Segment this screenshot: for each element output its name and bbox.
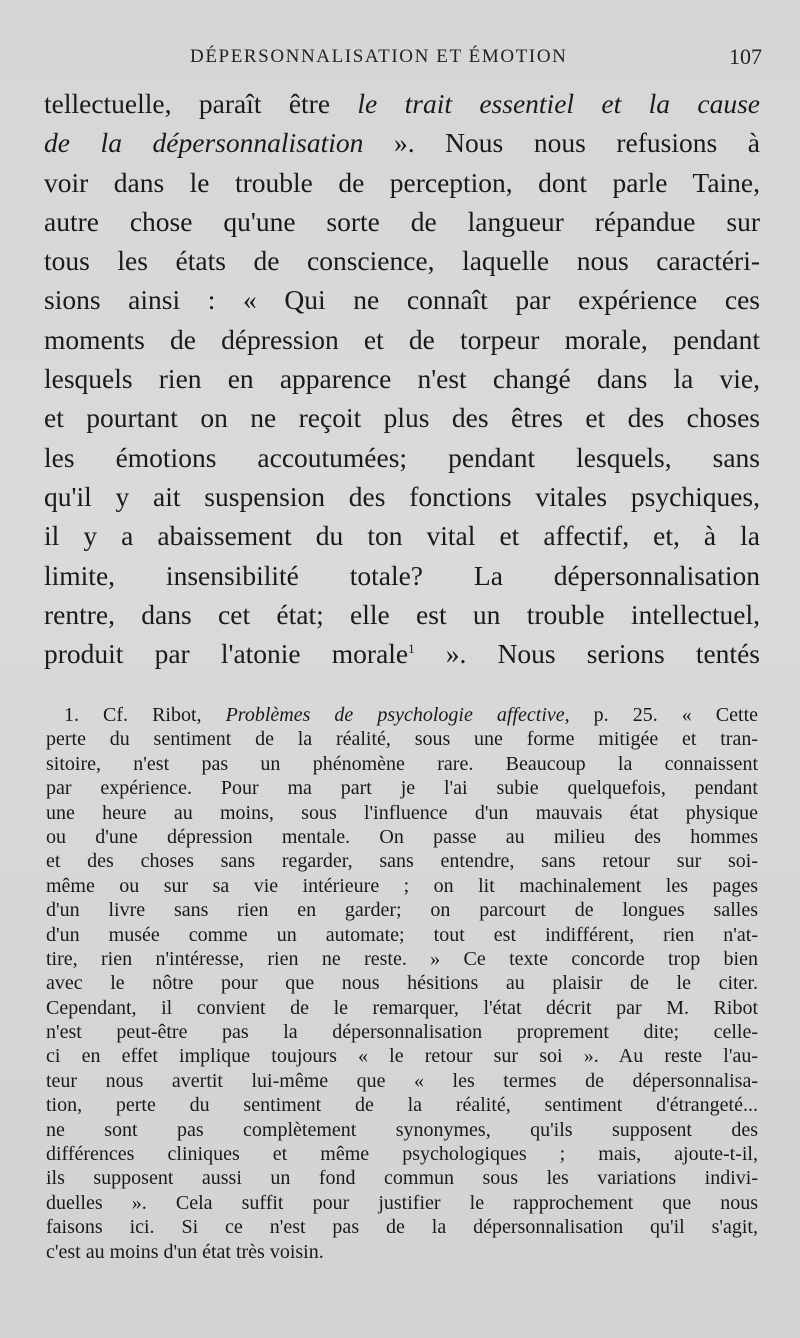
footnote-line: n'est peut-être pas la dépersonnalisation proprement dite; celle- <box>46 1021 758 1044</box>
footnote-line: et des choses sans regarder, sans entendre, sans retour sur soi- <box>46 850 758 873</box>
footnote-line: avec le nôtre pour que nous hésitions au plaisir de le citer. <box>46 972 758 995</box>
page-number: 107 <box>729 44 762 69</box>
body-line-last <box>44 634 760 673</box>
running-head: DÉPERSONNALISATION ET ÉMOTION <box>190 46 568 67</box>
body-line: lesquels rien en apparence n'est changé dans la vie, <box>44 363 760 395</box>
footnote-line: faisons ici. Si ce n'est pas de la dépersonnalisation qu'il s'agit, <box>46 1216 758 1239</box>
footnote-reference: 1 <box>408 641 415 657</box>
body-line: sions ainsi : « Qui ne connaît par expérience ces <box>44 284 760 316</box>
body-line: rentre, dans cet état; elle est un trouble intellectuel, <box>44 598 760 630</box>
footnote-line: ou d'une dépression mentale. On passe au milieu des hommes <box>46 825 758 848</box>
footnote-line: duelles ». Cela suffit pour justifier le rapprochement que nous <box>46 1191 758 1214</box>
footnote-block <box>46 703 758 1264</box>
body-line: limite, insensibilité totale? La dépersonnalisation <box>44 559 760 591</box>
footnote-line: 1. Cf. Ribot, Problèmes de psychologie affective, p. 25. « Cette <box>64 704 759 726</box>
body-line: voir dans le trouble de perception, dont parle Taine, <box>44 166 760 198</box>
footnote-line: une heure au moins, sous l'influence d'un mauvais état physique <box>46 801 758 824</box>
body-line: il y a abaissement du ton vital et affectif, et, à la <box>44 520 760 552</box>
footnote-line: Cependant, il convient de le remarquer, l'état décrit par M. Ribot <box>46 996 758 1019</box>
body-line: les émotions accoutumées; pendant lesquels, sans <box>44 441 760 473</box>
footnote-line: ne sont pas complètement synonymes, qu'ils supposent des <box>46 1118 758 1141</box>
body-line: tellectuelle, paraît être le trait essentiel et la cause <box>44 88 760 119</box>
body-line: qu'il y ait suspension des fonctions vitales psychiques, <box>44 480 760 512</box>
body-line: autre chose qu'une sorte de langueur répandue sur <box>44 205 760 237</box>
body-line: de la dépersonnalisation ». Nous nous refusions à <box>44 127 760 159</box>
footnote-line: perte du sentiment de la réalité, sous une forme mitigée et tran- <box>46 728 758 751</box>
body-line-part: ». Nous serions tentés <box>414 638 760 670</box>
page-header <box>0 40 800 80</box>
body-line-part: produit par l'atonie morale <box>44 638 409 670</box>
body-line: tous les états de conscience, laquelle nous caractéri- <box>44 245 760 277</box>
body-line: et pourtant on ne reçoit plus des êtres et des choses <box>44 402 760 434</box>
footnote-line: différences cliniques et même psychologiques ; mais, ajoute-t-il, <box>46 1143 758 1166</box>
body-line: moments de dépression et de torpeur morale, pendant <box>44 323 760 355</box>
footnote-line: teur nous avertit lui-même que « les termes de dépersonnalisa- <box>46 1069 758 1092</box>
footnote-line: tire, rien n'intéresse, rien ne reste. » Ce texte concorde trop bien <box>46 947 758 970</box>
footnote-line: c'est au moins d'un état très voisin. <box>46 1240 324 1263</box>
footnote-line: d'un livre sans rien en garder; on parcourt de longues salles <box>46 899 758 922</box>
footnote-line: ci en effet implique toujours « le retour sur soi ». Au reste l'au- <box>46 1045 758 1068</box>
footnote-line: par expérience. Pour ma part je l'ai subie quelquefois, pendant <box>46 777 758 800</box>
main-text <box>44 84 760 673</box>
footnote-line: d'un musée comme un automate; tout est indifférent, rien n'at- <box>46 923 758 946</box>
footnote-line: sitoire, n'est pas un phénomène rare. Beaucoup la connaissent <box>46 752 758 775</box>
footnote-line: même ou sur sa vie intérieure ; on lit machinalement les pages <box>46 874 758 897</box>
footnote-line: tion, perte du sentiment de la réalité, sentiment d'étrangeté... <box>46 1094 758 1117</box>
footnote-line: ils supposent aussi un fond commun sous les variations indivi- <box>46 1167 758 1190</box>
